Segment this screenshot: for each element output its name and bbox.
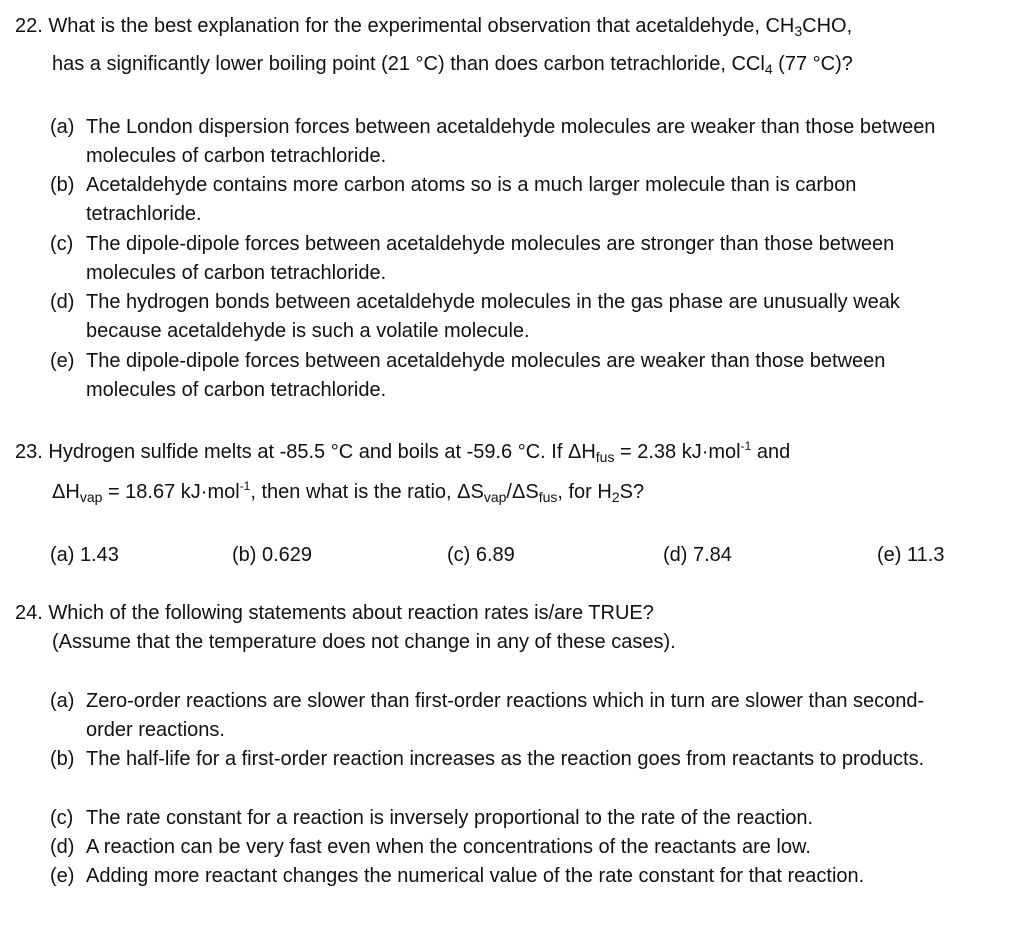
q22-option-c — [50, 230, 950, 288]
q24-option-c — [50, 804, 990, 833]
option-tag: (e) — [50, 865, 75, 887]
option-text: A reaction can be very fast even when the concentrations of the reactants are low. — [86, 836, 811, 858]
option-text: The dipole-dipole forces between acetaldehyde molecules are weaker than those between molecules of carbon tetrachloride. — [86, 350, 886, 401]
q22-text-2b: (77 °C)? — [772, 53, 853, 75]
option-tag: (c) — [50, 807, 74, 829]
option-text: The dipole-dipole forces between acetaldehyde molecules are stronger than those between molecules of carbon tetrachloride. — [86, 233, 895, 284]
q23-answer-d: (d) 7.84 — [663, 544, 732, 566]
q23-answer-e: (e) 11.3 — [877, 544, 945, 566]
q23-text-2f: S? — [619, 481, 645, 503]
q23-text-2d: /ΔS — [506, 481, 539, 503]
q22-line2 — [52, 50, 853, 79]
q23-sub-fus-2: fus — [538, 489, 558, 505]
q24-option-a — [50, 687, 950, 745]
q23-answer-c: (c) 6.89 — [447, 544, 515, 566]
q24-line1 — [15, 599, 654, 628]
q23-text-2b: = 18.67 kJ·mol — [102, 481, 240, 503]
option-tag: (d) — [50, 291, 75, 313]
option-tag: (e) — [50, 350, 75, 372]
q24-line2 — [52, 628, 676, 657]
q24-number: 24. — [15, 602, 43, 624]
q24-option-b — [50, 745, 950, 774]
q22-option-a — [50, 113, 950, 171]
q23-text-2a: ΔH — [52, 481, 80, 503]
q22-text-2a: has a significantly lower boiling point (21 °C) than does carbon tetrachloride, CCl — [52, 53, 765, 75]
q22-line1 — [15, 12, 852, 41]
q22-sub-4: 4 — [764, 61, 773, 77]
option-tag: (d) — [50, 836, 75, 858]
q23-sub-2: 2 — [611, 489, 620, 505]
q23-answer-b: (b) 0.629 — [232, 544, 313, 566]
q23-text-2c: , then what is the ratio, ΔS — [250, 481, 484, 503]
option-tag: (b) — [50, 748, 75, 770]
option-tag: (c) — [50, 233, 74, 255]
option-text: Adding more reactant changes the numerical value of the rate constant for that reaction. — [86, 865, 865, 887]
option-text: Zero-order reactions are slower than first-order reactions which in turn are slower than second-order reactions. — [86, 690, 925, 741]
q23-sup-1: -1 — [740, 439, 752, 453]
q23-text-2e: , for H — [557, 481, 612, 503]
q24-option-d — [50, 833, 990, 862]
q22-sub-3: 3 — [794, 23, 803, 39]
option-text: Acetaldehyde contains more carbon atoms so is a much larger molecule than is carbon tetrachloride. — [86, 174, 857, 225]
option-tag: (a) — [50, 116, 75, 138]
q23-line2 — [52, 478, 644, 507]
q22-option-b — [50, 171, 950, 229]
option-text: The rate constant for a reaction is inversely proportional to the rate of the reaction. — [86, 807, 814, 829]
q23-sup-2: -1 — [239, 479, 251, 493]
q22-option-d — [50, 288, 950, 346]
q23-answer-a: (a) 1.43 — [50, 544, 119, 566]
option-text: The half-life for a first-order reaction increases as the reaction goes from reactants to products. — [86, 748, 925, 770]
q23-number: 23. — [15, 441, 43, 463]
option-text: The London dispersion forces between acetaldehyde molecules are weaker than those between molecules of carbon tetrachloride. — [86, 116, 936, 167]
q22-text-1b: CHO, — [802, 15, 853, 37]
q23-text-1a: Hydrogen sulfide melts at -85.5 °C and boils at -59.6 °C. If ΔH — [48, 441, 596, 463]
q24-option-e — [50, 862, 1000, 891]
q22-text-1a: What is the best explanation for the experimental observation that acetaldehyde, CH — [48, 15, 795, 37]
q23-sub-vap-2: vap — [483, 489, 507, 505]
option-tag: (b) — [50, 174, 75, 196]
option-tag: (a) — [50, 690, 75, 712]
q23-sub-fus: fus — [595, 449, 615, 465]
q23-line1 — [15, 438, 790, 467]
option-text: The hydrogen bonds between acetaldehyde molecules in the gas phase are unusually weak because acetaldehyde is such a volatile molecule. — [86, 291, 900, 342]
q22-option-e — [50, 347, 950, 405]
q23-text-1c: and — [751, 441, 791, 463]
q24-text-1: Which of the following statements about reaction rates is/are TRUE? — [48, 602, 654, 624]
q24-text-2: (Assume that the temperature does not change in any of these cases). — [52, 631, 676, 653]
q23-sub-vap: vap — [79, 489, 103, 505]
q22-number: 22. — [15, 15, 43, 37]
q23-text-1b: = 2.38 kJ·mol — [614, 441, 741, 463]
